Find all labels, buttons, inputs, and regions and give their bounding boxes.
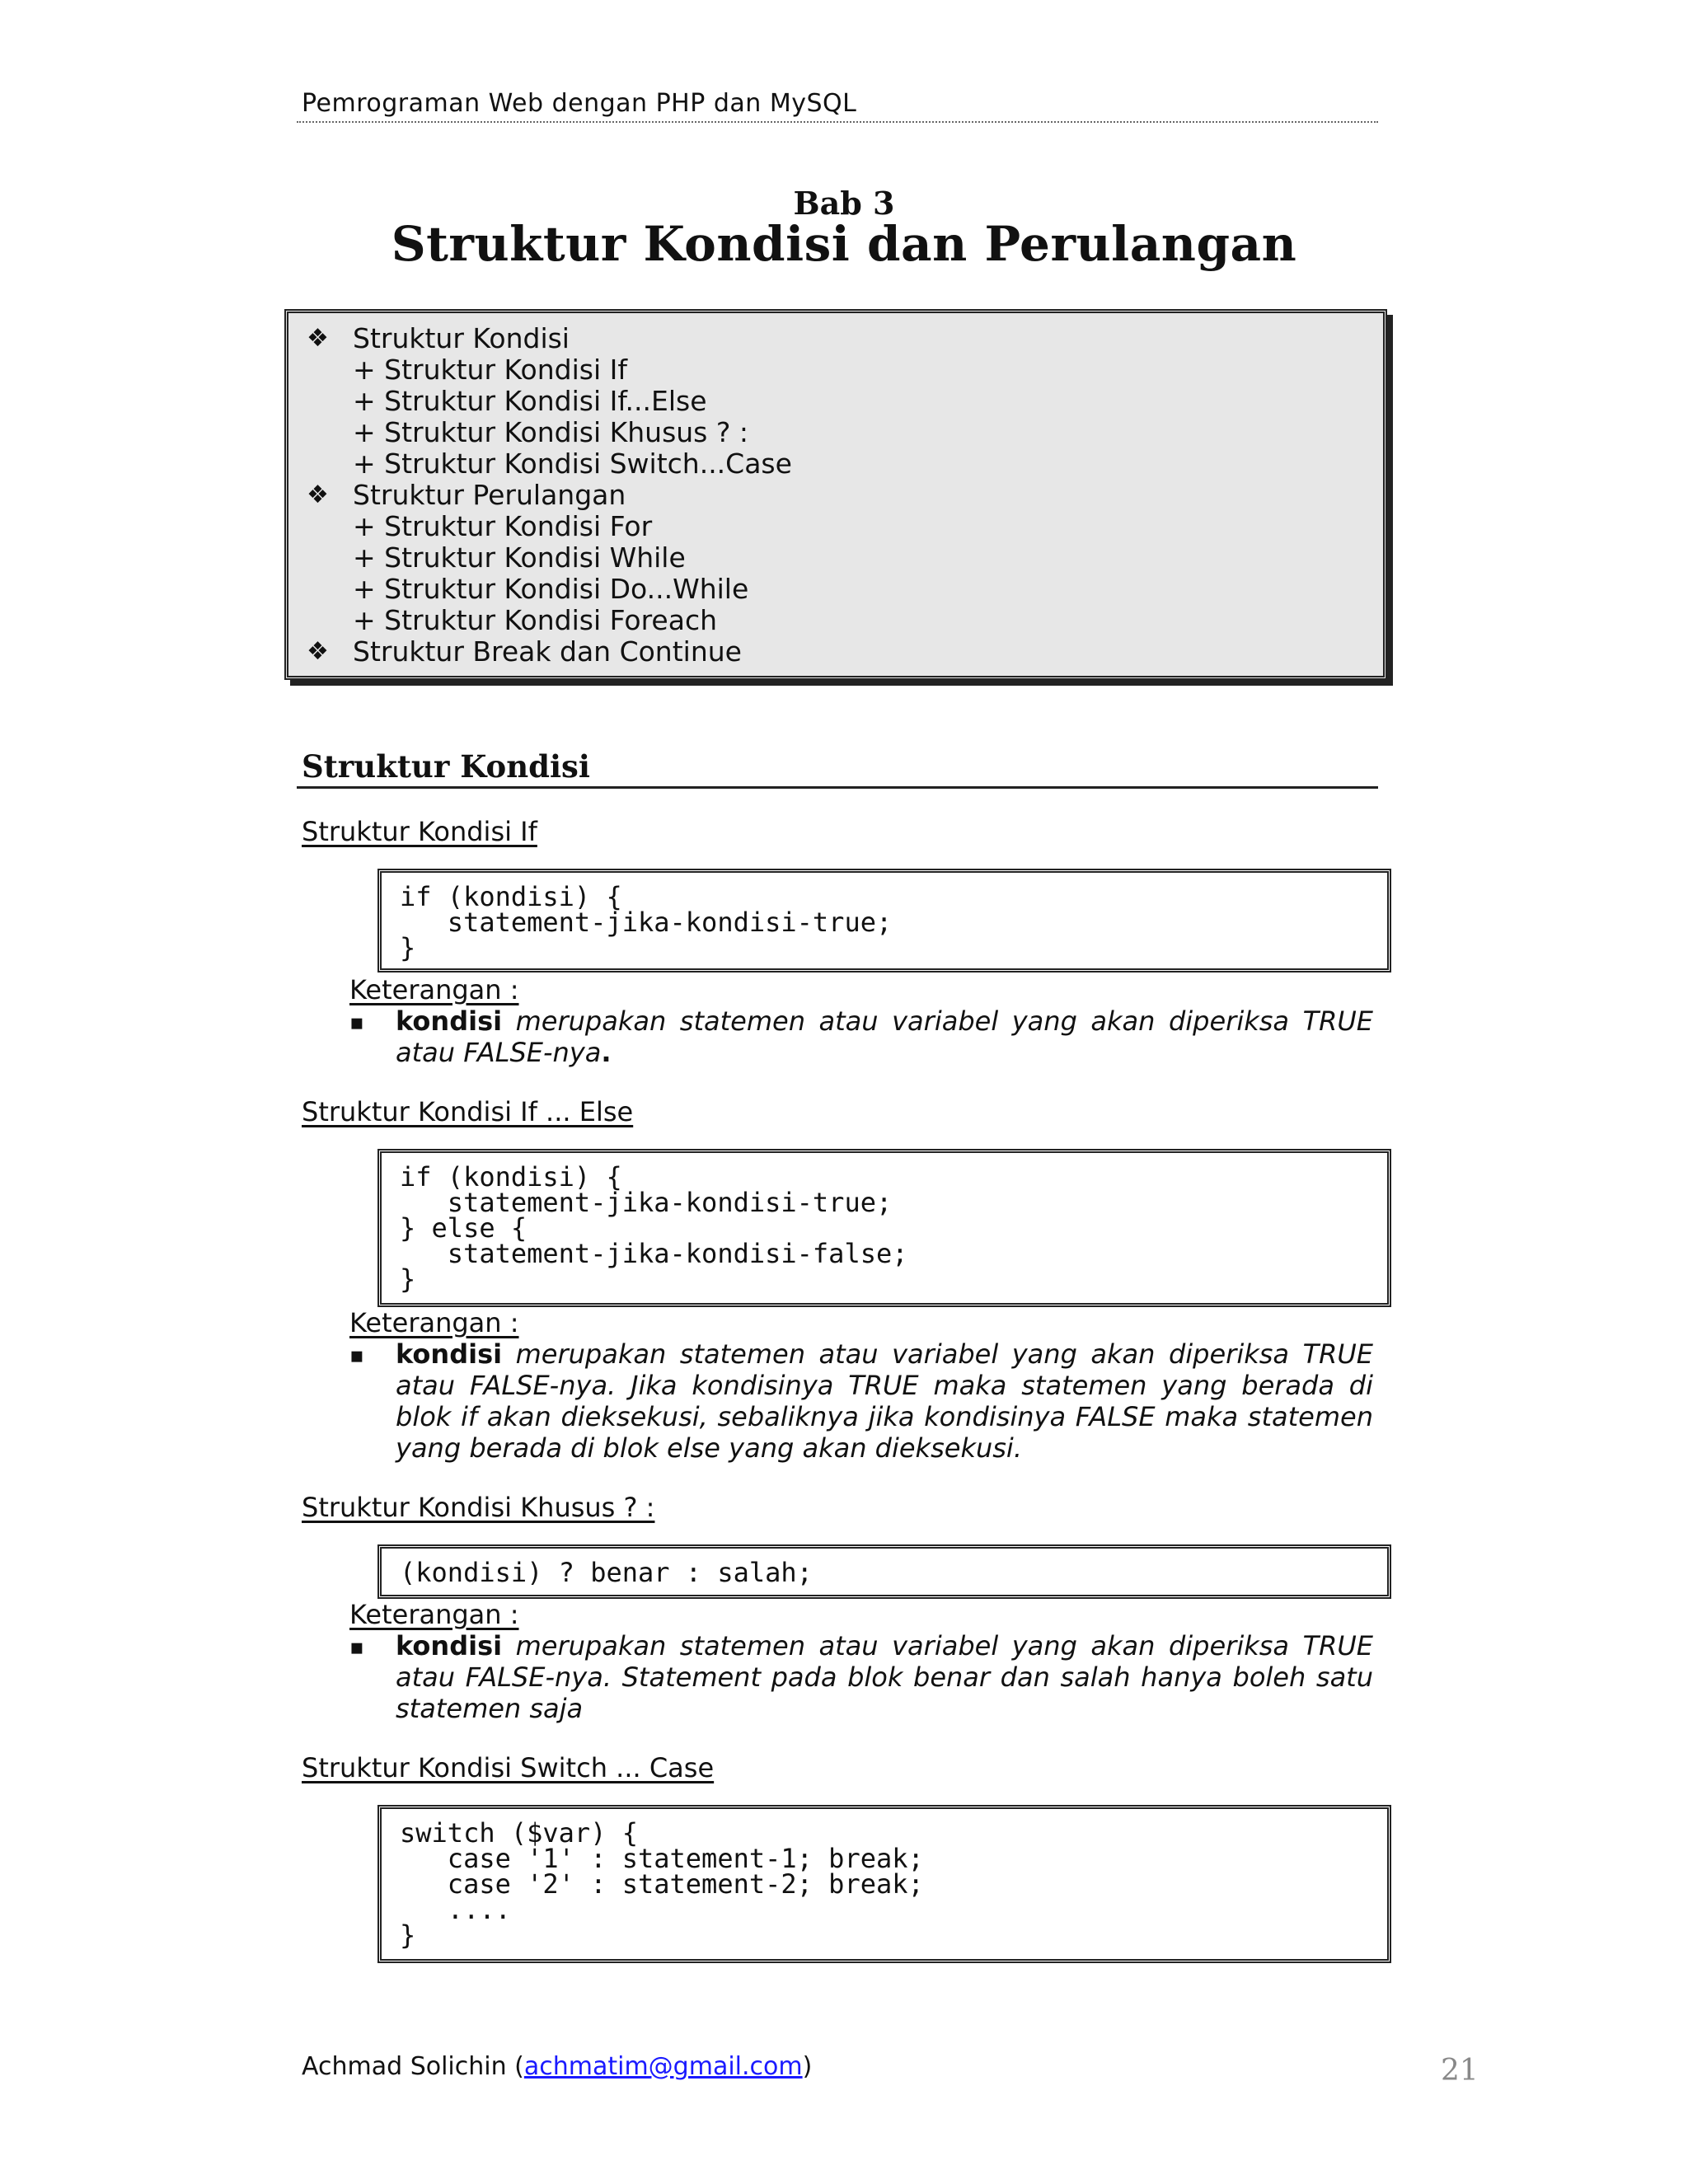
contents-subitem: + Struktur Kondisi For	[353, 510, 653, 542]
code-line: statement-jika-kondisi-false;	[400, 1238, 908, 1269]
contents-subitem: + Struktur Kondisi If	[353, 354, 627, 386]
diamond-bullet-icon: ❖	[307, 637, 329, 666]
code-line: } else {	[400, 1212, 528, 1244]
section-divider	[297, 786, 1378, 789]
chapter-contents-box	[284, 309, 1387, 680]
code-line: case '2' : statement-2; break;	[400, 1868, 924, 1900]
contents-item: ❖ Struktur Kondisi	[307, 322, 570, 354]
contents-item: ❖ Struktur Break dan Continue	[307, 635, 742, 668]
code-line: switch ($var) {	[400, 1817, 638, 1849]
contents-item: ❖ Struktur Perulangan	[307, 479, 626, 511]
keterangan-text: kondisi merupakan statemen atau variabel yang akan diperiksa TRUE atau FALSE-nya. Statement pada blok benar dan salah hanya boleh satu statemen saja	[396, 1630, 1373, 1724]
code-block-if-else	[377, 1149, 1391, 1307]
code-line: if (kondisi) {	[400, 1161, 622, 1193]
code-line: statement-jika-kondisi-true;	[400, 1187, 893, 1218]
code-block-switch	[377, 1805, 1391, 1963]
page-number: 21	[1441, 2054, 1479, 2088]
contents-subitem: + Struktur Kondisi Do...While	[353, 573, 749, 605]
keterangan-text: kondisi merupakan statemen atau variabel yang akan diperiksa TRUE atau FALSE-nya. Jika kondisinya TRUE maka statemen yang berada di blok if akan dieksekusi, sebaliknya jika kondisinya FALSE maka statemen yang berada di blok else yang akan dieksekusi.	[396, 1338, 1373, 1464]
diamond-bullet-icon: ❖	[307, 480, 329, 509]
square-bullet-icon: ▪	[349, 1635, 364, 1660]
running-header: Pemrograman Web dengan PHP dan MySQL	[302, 89, 857, 118]
contents-subitem: + Struktur Kondisi Khusus ? :	[353, 416, 748, 448]
subsection-heading-if-else: Struktur Kondisi If ... Else	[302, 1096, 634, 1127]
author-email-link[interactable]: achmatim@gmail.com	[523, 2052, 803, 2081]
code-block-if	[377, 869, 1391, 972]
subsection-heading-ternary: Struktur Kondisi Khusus ? :	[302, 1492, 655, 1523]
chapter-number: Bab 3	[793, 185, 895, 222]
header-divider	[297, 121, 1378, 123]
section-title: Struktur Kondisi	[302, 748, 590, 785]
contents-subitem: + Struktur Kondisi While	[353, 541, 686, 574]
diamond-bullet-icon: ❖	[307, 324, 329, 353]
footer-author: Achmad Solichin (achmatim@gmail.com)	[302, 2052, 813, 2081]
code-line: }	[400, 1263, 416, 1295]
code-line: ....	[400, 1894, 511, 1925]
code-line: }	[400, 932, 416, 963]
contents-list	[307, 323, 792, 668]
code-line: (kondisi) ? benar : salah;	[400, 1557, 813, 1588]
contents-subitem: + Struktur Kondisi Switch...Case	[353, 448, 792, 480]
code-line: statement-jika-kondisi-true;	[400, 907, 893, 938]
code-line: }	[400, 1919, 416, 1951]
contents-subitem: + Struktur Kondisi If...Else	[353, 385, 707, 417]
code-block-ternary	[377, 1544, 1391, 1599]
code-line: if (kondisi) {	[400, 881, 622, 912]
chapter-title: Struktur Kondisi dan Perulangan	[391, 216, 1297, 272]
keterangan-text: kondisi merupakan statemen atau variabel yang akan diperiksa TRUE atau FALSE-nya.	[396, 1005, 1373, 1068]
subsection-heading-switch: Struktur Kondisi Switch ... Case	[302, 1752, 715, 1783]
contents-subitem: + Struktur Kondisi Foreach	[353, 604, 718, 636]
code-line: case '1' : statement-1; break;	[400, 1843, 924, 1874]
keterangan-label: Keterangan :	[349, 1307, 519, 1338]
square-bullet-icon: ▪	[349, 1343, 364, 1368]
keterangan-label: Keterangan :	[349, 974, 519, 1005]
subsection-heading-if: Struktur Kondisi If	[302, 816, 537, 847]
keterangan-label: Keterangan :	[349, 1599, 519, 1630]
square-bullet-icon: ▪	[349, 1010, 364, 1035]
